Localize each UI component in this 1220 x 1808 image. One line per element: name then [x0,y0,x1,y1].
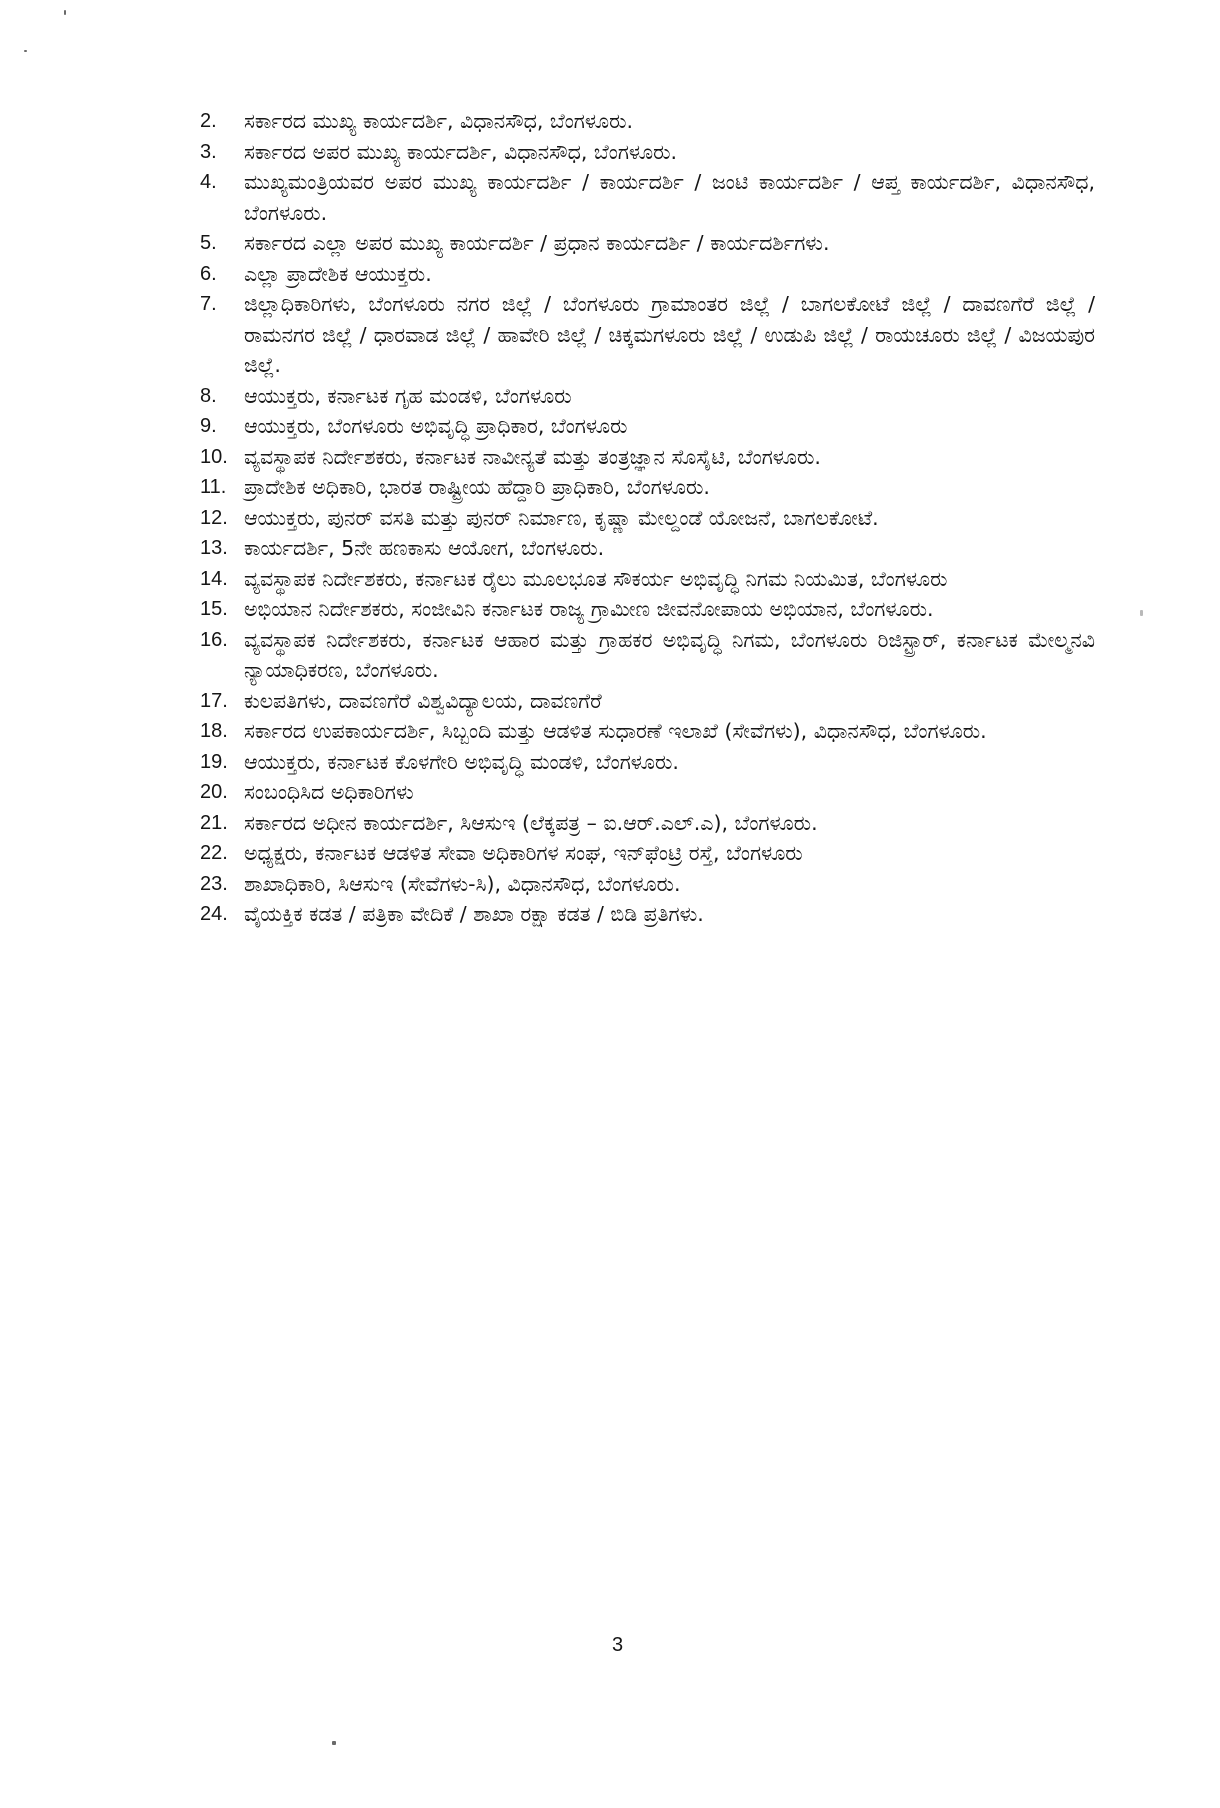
list-item [200,167,1095,228]
list-item [200,503,1095,534]
item-number: 24. [200,903,228,925]
item-number: 4. [200,171,217,193]
list-item [200,808,1095,839]
item-number: 15. [200,598,228,620]
list-item [200,686,1095,717]
item-number: 23. [200,872,228,895]
item-text: ಆಯುಕ್ತರು, ಕರ್ನಾಟಕ ಕೊಳಗೇರಿ ಅಭಿವೃದ್ಧಿ ಮಂಡಳಿ, ಬೆಂಗಳೂರು. [244,749,679,774]
item-number: 5. [200,232,217,254]
item-text: ಕಾರ್ಯದರ್ಶಿ, 5ನೇ ಹಣಕಾಸು ಆಯೋಗ, ಬೆಂಗಳೂರು. [244,536,605,560]
scan-speck [64,10,66,15]
list-item [200,625,1095,686]
copy-to-list [200,106,1095,930]
item-number: 12. [200,506,228,529]
item-text: ಕುಲಪತಿಗಳು, ದಾವಣಗೆರೆ ವಿಶ್ವವಿದ್ಯಾಲಯ, ದಾವಣಗೆರೆ [244,688,602,713]
item-text: ಆಯುಕ್ತರು, ಕರ್ನಾಟಕ ಗೃಹ ಮಂಡಳಿ, ಬೆಂಗಳೂರು [244,383,572,408]
scan-speck [1140,610,1143,616]
item-text: ಜಿಲ್ಲಾಧಿಕಾರಿಗಳು, ಬೆಂಗಳೂರು ನಗರ ಜಿಲ್ಲೆ / ಬೆಂಗಳೂರು ಗ್ರಾಮಾಂತರ ಜಿಲ್ಲೆ / ಬಾಗಲಕೋಟೆ ಜಿಲ್ಲೆ / ದಾವಣಗೆರೆ ಜಿಲ್ಲೆ / ರಾಮನಗರ ಜಿಲ್ಲೆ / ಧಾರವಾಡ ಜಿಲ್ಲೆ / ಹಾವೇರಿ ಜಿಲ್ಲೆ / ಚಿಕ್ಕಮಗಳೂರು ಜಿಲ್ಲೆ / ಉಡುಪಿ ಜಿಲ್ಲೆ / ರಾಯಚೂರು ಜಿಲ್ಲೆ / ವಿಜಯಪುರ ಜಿಲ್ಲೆ. [244,292,1095,377]
item-text: ಸಂಬಂಧಿಸಿದ ಅಧಿಕಾರಿಗಳು [244,780,414,804]
scan-speck [24,50,27,52]
item-number: 2. [200,110,217,132]
item-text: ವ್ಯವಸ್ಥಾಪಕ ನಿರ್ದೇಶಕರು, ಕರ್ನಾಟಕ ನಾವೀನ್ಯತೆ ಮತ್ತು ತಂತ್ರಜ್ಞಾನ ಸೊಸೈಟಿ, ಬೆಂಗಳೂರು. [244,444,821,469]
item-number: 6. [200,262,217,285]
list-item [200,381,1095,412]
item-text: ವ್ಯವಸ್ಥಾಪಕ ನಿರ್ದೇಶಕರು, ಕರ್ನಾಟಕ ರೈಲು ಮೂಲಭೂತ ಸೌಕರ್ಯ ಅಭಿವೃದ್ಧಿ ನಿಗಮ ನಿಯಮಿತ, ಬೆಂಗಳೂರು [244,566,948,591]
item-number: 7. [200,293,217,315]
item-number: 21. [200,811,228,834]
item-text: ಆಯುಕ್ತರು, ಪುನರ್ ವಸತಿ ಮತ್ತು ಪುನರ್ ನಿರ್ಮಾಣ, ಕೃಷ್ಣಾ ಮೇಲ್ದಂಡೆ ಯೋಜನೆ, ಬಾಗಲಕೋಟೆ. [244,505,879,530]
item-number: 9. [200,415,217,437]
list-item [200,106,1095,137]
item-number: 3. [200,140,217,163]
scan-speck [332,1741,336,1745]
list-item [200,259,1095,290]
item-number: 22. [200,842,228,864]
item-text: ಸರ್ಕಾರದ ಉಪಕಾರ್ಯದರ್ಶಿ, ಸಿಬ್ಬಂದಿ ಮತ್ತು ಆಡಳಿತ ಸುಧಾರಣೆ ಇಲಾಖೆ (ಸೇವೆಗಳು), ವಿಧಾನಸೌಧ, ಬೆಂಗಳೂರು. [244,719,987,743]
list-item [200,899,1095,930]
item-number: 11. [200,476,227,498]
item-number: 8. [200,384,217,407]
item-text: ಮುಖ್ಯಮಂತ್ರಿಯವರ ಅಪರ ಮುಖ್ಯ ಕಾರ್ಯದರ್ಶಿ / ಕಾರ್ಯದರ್ಶಿ / ಜಂಟಿ ಕಾರ್ಯದರ್ಶಿ / ಆಪ್ತ ಕಾರ್ಯದರ್ಶಿ, ವಿಧಾನಸೌಧ, ಬೆಂಗಳೂರು. [244,170,1095,225]
item-text: ಅಭಿಯಾನ ನಿರ್ದೇಶಕರು, ಸಂಜೀವಿನಿ ಕರ್ನಾಟಕ ರಾಜ್ಯ ಗ್ರಾಮೀಣ ಜೀವನೋಪಾಯ ಅಭಿಯಾನ, ಬೆಂಗಳೂರು. [244,597,934,621]
list-item [200,564,1095,595]
item-text: ವೈಯಕ್ತಿಕ ಕಡತ / ಪತ್ರಿಕಾ ವೇದಿಕೆ / ಶಾಖಾ ರಕ್ಷಾ ಕಡತ / ಬಿಡಿ ಪ್ರತಿಗಳು. [244,902,704,926]
list-item [200,777,1095,808]
item-text: ಆಯುಕ್ತರು, ಬೆಂಗಳೂರು ಅಭಿವೃದ್ಧಿ ಪ್ರಾಧಿಕಾರ, ಬೆಂಗಳೂರು [244,414,628,438]
list-item [200,137,1095,168]
list-item [200,716,1095,747]
item-text: ಸರ್ಕಾರದ ಅಧೀನ ಕಾರ್ಯದರ್ಶಿ, ಸಿಆಸುಇ (ಲೆಕ್ಕಪತ್ರ – ಐ.ಆರ್.ಎಲ್.ಎ), ಬೆಂಗಳೂರು. [244,810,818,835]
item-text: ಸರ್ಕಾರದ ಮುಖ್ಯ ಕಾರ್ಯದರ್ಶಿ, ವಿಧಾನಸೌಧ, ಬೆಂಗಳೂರು. [244,109,633,133]
item-number: 14. [200,567,228,590]
item-number: 10. [200,445,228,468]
item-number: 13. [200,537,228,559]
item-number: 17. [200,689,228,712]
item-text: ಅಧ್ಯಕ್ಷರು, ಕರ್ನಾಟಕ ಆಡಳಿತ ಸೇವಾ ಅಧಿಕಾರಿಗಳ ಸಂಘ, ಇನ್‌ಫೆಂಟ್ರಿ ರಸ್ತೆ, ಬೆಂಗಳೂರು [244,841,803,865]
list-item [200,472,1095,503]
item-text: ವ್ಯವಸ್ಥಾಪಕ ನಿರ್ದೇಶಕರು, ಕರ್ನಾಟಕ ಆಹಾರ ಮತ್ತು ಗ್ರಾಹಕರ ಅಭಿವೃದ್ಧಿ ನಿಗಮ, ಬೆಂಗಳೂರು ರಿಜಿಸ್ಟ್ರಾರ್, ಕರ್ನಾಟಕ ಮೇಲ್ಮನವಿ ನ್ಯಾಯಾಧಿಕರಣ, ಬೆಂಗಳೂರು. [244,627,1095,682]
list-item [200,747,1095,778]
list-item [200,533,1095,564]
item-text: ಸರ್ಕಾರದ ಅಪರ ಮುಖ್ಯ ಕಾರ್ಯದರ್ಶಿ, ವಿಧಾನಸೌಧ, ಬೆಂಗಳೂರು. [244,139,677,164]
item-text: ಎಲ್ಲಾ ಪ್ರಾದೇಶಿಕ ಆಯುಕ್ತರು. [244,261,432,286]
item-number: 16. [200,628,228,651]
item-number: 19. [200,750,228,773]
item-text: ಶಾಖಾಧಿಕಾರಿ, ಸಿಆಸುಇ (ಸೇವೆಗಳು-ಸಿ), ವಿಧಾನಸೌಧ, ಬೆಂಗಳೂರು. [244,871,681,896]
item-number: 20. [200,781,228,803]
list-item [200,411,1095,442]
item-text: ಪ್ರಾದೇಶಿಕ ಅಧಿಕಾರಿ, ಭಾರತ ರಾಷ್ಟ್ರೀಯ ಹೆದ್ದಾರಿ ಪ್ರಾಧಿಕಾರಿ, ಬೆಂಗಳೂರು. [244,475,710,499]
list-item [200,442,1095,473]
list-item [200,869,1095,900]
list-item [200,838,1095,869]
page-number: 3 [612,1634,624,1656]
list-item [200,594,1095,625]
item-text: ಸರ್ಕಾರದ ಎಲ್ಲಾ ಅಪರ ಮುಖ್ಯ ಕಾರ್ಯದರ್ಶಿ / ಪ್ರಧಾನ ಕಾರ್ಯದರ್ಶಿ / ಕಾರ್ಯದರ್ಶಿಗಳು. [244,231,830,255]
list-item [200,289,1095,381]
item-number: 18. [200,720,228,742]
list-item [200,228,1095,259]
